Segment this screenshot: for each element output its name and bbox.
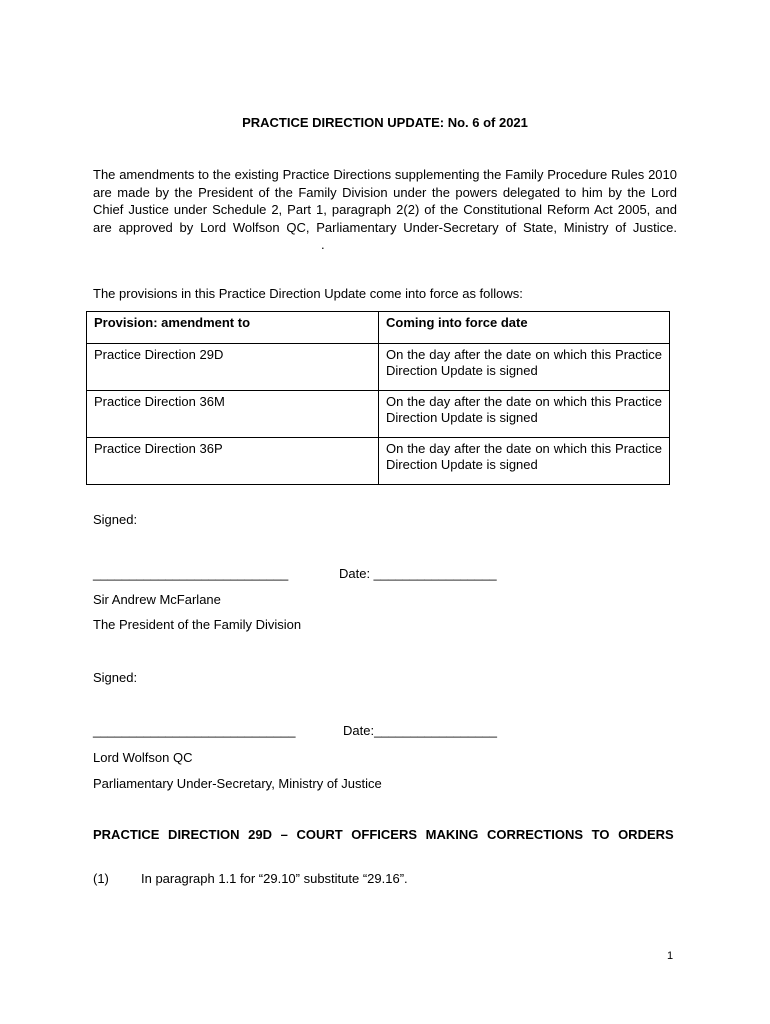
document-title: PRACTICE DIRECTION UPDATE: No. 6 of 2021 xyxy=(242,115,528,130)
list-item-text: In paragraph 1.1 for “29.10” substitute “29.16”. xyxy=(141,871,408,886)
list-item-number: (1) xyxy=(93,871,109,886)
signature1-name: Sir Andrew McFarlane xyxy=(93,592,221,607)
table-header-provision: Provision: amendment to xyxy=(87,312,379,344)
intro-paragraph xyxy=(93,166,677,254)
table-row xyxy=(87,344,670,391)
table-cell-date: On the day after the date on which this Practice Direction Update is signed xyxy=(379,438,670,485)
table-row xyxy=(87,391,670,438)
signature2-signed-label: Signed: xyxy=(93,670,138,685)
table-cell-date: On the day after the date on which this Practice Direction Update is signed xyxy=(379,344,670,391)
table-header-date: Coming into force date xyxy=(379,312,670,344)
table-cell-provision: Practice Direction 36P xyxy=(87,438,379,485)
signature1-line: ___________________________ xyxy=(93,566,289,581)
signature2-line: ____________________________ xyxy=(93,723,296,738)
signature1-role: The President of the Family Division xyxy=(93,617,302,632)
table-cell-provision: Practice Direction 36M xyxy=(87,391,379,438)
signature2-date: Date:_________________ xyxy=(343,723,497,738)
table-header-row xyxy=(87,312,670,344)
signature1-signed-label: Signed: xyxy=(93,512,138,527)
table-row xyxy=(87,438,670,485)
intro-paragraph-text: The amendments to the existing Practice Directions supplementing the Family Procedure Rules 2010 are made by the President of the Family Division under the powers delegated to him by the Lord Chief Justice under Schedule 2, Part 1, paragraph 2(2) of the Constitutional Reform Act 2005, and are approved by Lord Wolfson QC, Parliamentary Under-Secretary of State, Ministry of Justice. xyxy=(93,167,677,235)
page-number: 1 xyxy=(667,950,674,962)
intro-paragraph-trailing: . xyxy=(321,237,325,252)
signature2-role: Parliamentary Under-Secretary, Ministry of Justice xyxy=(93,776,382,791)
provisions-intro: The provisions in this Practice Direction Update come into force as follows: xyxy=(93,286,523,301)
provisions-table xyxy=(86,311,670,485)
section-heading: PRACTICE DIRECTION 29D – COURT OFFICERS MAKING CORRECTIONS TO ORDERS xyxy=(93,827,674,842)
table-cell-date: On the day after the date on which this Practice Direction Update is signed xyxy=(379,391,670,438)
signature2-name: Lord Wolfson QC xyxy=(93,750,193,765)
signature1-date: Date: _________________ xyxy=(339,566,497,581)
table-cell-provision: Practice Direction 29D xyxy=(87,344,379,391)
